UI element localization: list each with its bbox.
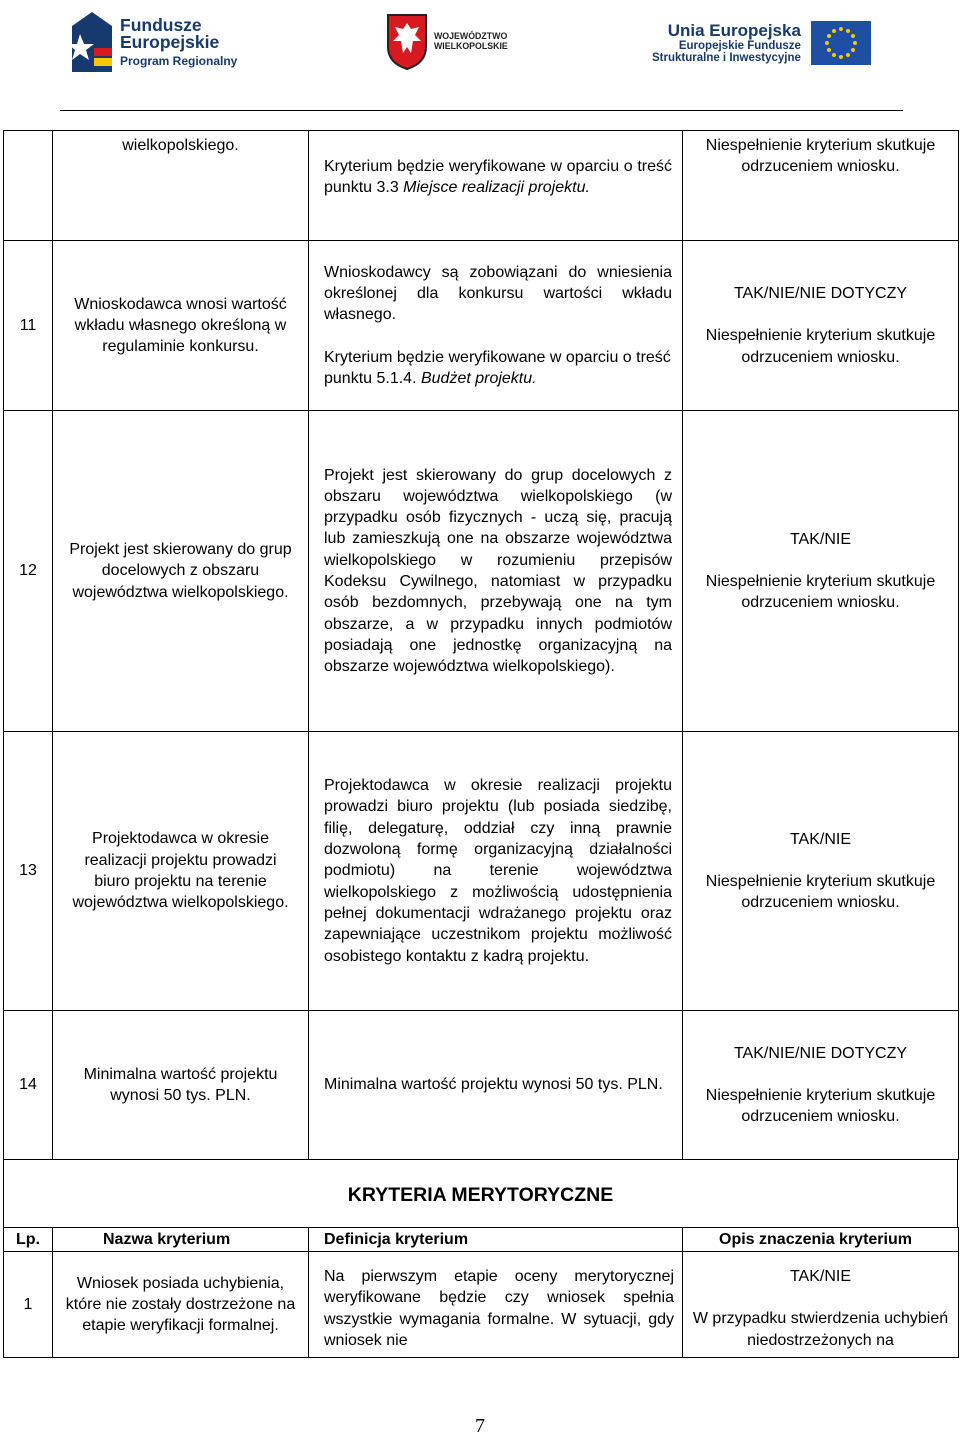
section-title: KRYTERIA MERYTORYCZNE bbox=[3, 1159, 958, 1227]
logo-ue-line1: Unia Europejska bbox=[667, 21, 801, 41]
criterion-name: Projekt jest skierowany do grup docelowych z obszaru województwa wielkopolskiego. bbox=[53, 411, 309, 732]
assessment-values: TAK/NIE/NIE DOTYCZY bbox=[733, 1044, 908, 1062]
logo-ue-line2: Europejskie Fundusze bbox=[678, 39, 801, 52]
criterion-name: Wnioskodawca wnosi wartość wkładu własnego określoną w regulaminie konkursu. bbox=[53, 241, 309, 411]
paragraph-gap bbox=[691, 850, 950, 871]
criterion-definition bbox=[309, 241, 683, 411]
header-assessment: Opis znaczenia kryterium bbox=[683, 1228, 959, 1252]
criterion-definition bbox=[309, 131, 683, 241]
definition-italic: Budżet projektu. bbox=[420, 369, 537, 387]
definition-text: Kryterium będzie weryfikowane w oparciu o treść punktu 5.1.4. bbox=[324, 348, 671, 387]
criterion-name: Minimalna wartość projektu wynosi 50 tys. PLN. bbox=[53, 1011, 309, 1160]
paragraph-gap bbox=[691, 550, 950, 571]
page-number: 7 bbox=[475, 1415, 485, 1437]
paragraph-gap bbox=[691, 304, 950, 325]
criterion-definition: Projekt jest skierowany do grup docelowych z obszaru województwa wielkopolskiego (w przypadku osób fizycznych - uczą się, pracują lub zamieszkują one na obszarze województwa wielkopolskiego w rozumieniu przepisów Kodeksu Cywilnego, natomiast w przypadku osób bezdomnych, przebywają one na tym obszarze, a w przypadku innych podmiotów posiadają one jednostkę organizacyjną na obszarze województwa wielkopolskiego). bbox=[309, 411, 683, 732]
table-row bbox=[4, 1252, 959, 1358]
table-row bbox=[4, 241, 959, 411]
assessment-text: Niespełnienie kryterium skutkuje odrzuceniem wniosku. bbox=[705, 872, 936, 912]
header-divider bbox=[60, 110, 903, 111]
criterion-assessment bbox=[683, 1011, 959, 1160]
definition-paragraph: Wnioskodawcy są zobowiązani do wniesienia określonej dla konkursu wartości wkładu własnego. bbox=[324, 263, 672, 324]
criterion-lp: 14 bbox=[4, 1011, 53, 1160]
logo-wlkp-line2: WIELKOPOLSKIE bbox=[434, 41, 508, 51]
table-row bbox=[4, 732, 959, 1011]
eu-flag-icon bbox=[811, 21, 871, 65]
criterion-assessment: Niespełnienie kryterium skutkuje odrzuceniem wniosku. bbox=[683, 131, 959, 241]
criterion-lp: 12 bbox=[4, 411, 53, 732]
criterion-assessment bbox=[683, 411, 959, 732]
definition-paragraph bbox=[324, 347, 672, 390]
criterion-definition: Na pierwszym etapie oceny merytorycznej weryfikowane będzie czy wniosek spełnia wszystkie wymagania formalne. W sytuacji, gdy wniosek nie bbox=[309, 1252, 683, 1358]
table-header-row bbox=[4, 1228, 959, 1252]
assessment-text: Niespełnienie kryterium skutkuje odrzuceniem wniosku. bbox=[705, 327, 936, 366]
assessment-values: TAK/NIE bbox=[789, 830, 852, 848]
assessment-values: TAK/NIE bbox=[789, 530, 852, 548]
assessment-values: TAK/NIE/NIE DOTYCZY bbox=[733, 285, 908, 303]
criteria-table bbox=[3, 130, 959, 1160]
header-lp: Lp. bbox=[4, 1228, 53, 1252]
fundusze-europejskie-logo bbox=[72, 10, 262, 74]
criterion-definition: Projektodawca w okresie realizacji projektu prowadzi biuro projektu (lub posiada siedzibę, filię, delegaturę, oddział czy inną prawnie dozwoloną formę organizacyjną działalności podmiotu) na terenie województwa wielkopolskiego z możliwością udostępnienia pełnej dokumentacji wdrażanego projektu oraz zapewniające uczestnikom projektu możliwość osobistego kontaktu z kadrą projektu. bbox=[309, 732, 683, 1011]
eagle-shield-icon bbox=[386, 13, 428, 71]
definition-text: Kryterium będzie weryfikowane w oparciu o treść punktu 3.3 bbox=[324, 158, 672, 197]
logo-fe-line2: Europejskie bbox=[120, 32, 220, 53]
wielkopolskie-logo bbox=[386, 12, 546, 72]
assessment-text: W przypadku stwierdzenia uchybień niedostrzeżonych na bbox=[692, 1310, 949, 1349]
criterion-name: Projektodawca w okresie realizacji projektu prowadzi biuro projektu na terenie województwa wielkopolskiego. bbox=[53, 732, 309, 1011]
logo-fe-line1: Fundusze bbox=[120, 14, 202, 35]
logo-ue-line3: Strukturalne i Inwestycyjne bbox=[652, 51, 801, 64]
merit-criteria-table bbox=[3, 1227, 959, 1358]
criterion-lp: 13 bbox=[4, 732, 53, 1011]
table-row bbox=[4, 131, 959, 241]
criterion-assessment bbox=[683, 1252, 959, 1358]
logo-wlkp-line1: WOJEWÓDZTWO bbox=[434, 31, 508, 42]
header-definition: Definicja kryterium bbox=[309, 1228, 683, 1252]
criterion-definition: Minimalna wartość projektu wynosi 50 tys. PLN. bbox=[309, 1011, 683, 1160]
criterion-assessment bbox=[683, 241, 959, 411]
definition-italic: Miejsce realizacji projektu. bbox=[403, 179, 590, 197]
criterion-lp: 1 bbox=[4, 1252, 53, 1358]
fundusze-europejskie-star-icon bbox=[72, 12, 112, 72]
unia-europejska-logo bbox=[652, 14, 904, 72]
criterion-name: Wniosek posiada uchybienia, które nie zostały dostrzeżone na etapie weryfikacji formalnej. bbox=[53, 1252, 309, 1358]
table-row bbox=[4, 411, 959, 732]
assessment-text: Niespełnienie kryterium skutkuje odrzuceniem wniosku. bbox=[705, 1086, 936, 1126]
paragraph-gap bbox=[324, 326, 672, 347]
assessment-values: TAK/NIE bbox=[789, 1268, 852, 1285]
table-row bbox=[4, 1011, 959, 1160]
header-name: Nazwa kryterium bbox=[53, 1228, 309, 1252]
criterion-assessment bbox=[683, 732, 959, 1011]
assessment-text: Niespełnienie kryterium skutkuje odrzuceniem wniosku. bbox=[705, 572, 936, 612]
paragraph-gap bbox=[691, 1287, 950, 1308]
criterion-name: wielkopolskiego. bbox=[53, 131, 309, 241]
criterion-lp: 11 bbox=[4, 241, 53, 411]
criterion-lp bbox=[4, 131, 53, 241]
logo-fe-line3: Program Regionalny bbox=[120, 54, 238, 69]
paragraph-gap bbox=[691, 1064, 950, 1085]
